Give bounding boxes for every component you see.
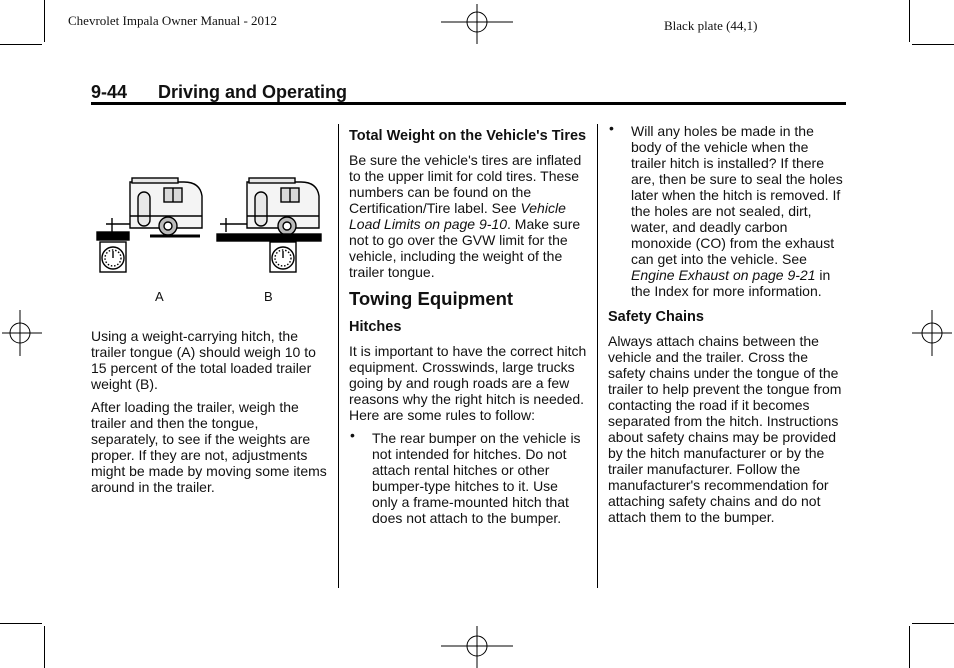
registration-mark-top: [441, 2, 515, 46]
crop-mark: [912, 623, 954, 624]
paragraph: Using a weight-carrying hitch, the trailer tongue (A) should weigh 10 to 15 percent of the total loaded trailer weight (B).: [91, 328, 316, 392]
column-divider: [597, 124, 598, 588]
column-2: [349, 127, 587, 533]
heading-hitches: Hitches: [349, 319, 402, 335]
cross-reference-link[interactable]: Vehicle Load Limits on page 9-10: [349, 200, 566, 232]
trailer-a-illustration: [97, 178, 202, 272]
bullet-icon: •: [609, 120, 614, 136]
paragraph: Always attach chains between the vehicle and the trailer. Cross the safety chains under the tongue of the trailer to help prevent the tongue from contacting the road if it becomes separated from the hitch. Instructions about safety chains may be provided by the hitch manufacturer or by the trailer manufacturer. Follow the manufacturer's recommendation for attaching safety chains and do not attach them to the bumper.: [608, 333, 842, 525]
figure-label-a: A: [155, 289, 164, 304]
bullet-item: • Will any holes be made in the body of the vehicle when the trailer hitch is installed? If there are, then be sure to seal the holes later when the hitch is removed. If the holes are not sealed, dirt, water, and deadly carbon monoxide (CO) from the exhaust can get into the vehicle. See Engine Exhaust on page 9-21 in the Index for more information.: [609, 120, 843, 299]
column-3: [608, 120, 844, 532]
figure-label-b: B: [264, 289, 273, 304]
crop-mark: [0, 623, 42, 624]
crop-mark: [44, 0, 45, 42]
crop-mark: [909, 626, 910, 668]
heading-safety-chains: Safety Chains: [608, 309, 704, 325]
crop-mark: [909, 0, 910, 42]
registration-mark-right: [910, 308, 954, 358]
trailer-weighing-figure: [92, 170, 332, 310]
column-1: [91, 328, 327, 502]
crop-mark: [0, 44, 42, 45]
bullet-item: • The rear bumper on the vehicle is not intended for hitches. Do not attach rental hitches or other bumper-type hitches to it. Use only a frame-mounted hitch that does not attach to the bumper.: [350, 427, 581, 526]
paragraph: It is important to have the correct hitch equipment. Crosswinds, large trucks going by and rough roads are a few reasons why the right hitch is needed. Here are some rules to follow:: [349, 343, 587, 423]
crop-mark: [912, 44, 954, 45]
heading-total-weight: Total Weight on the Vehicle's Tires: [349, 128, 587, 144]
cross-reference-link[interactable]: Engine Exhaust on page 9-21: [631, 267, 816, 283]
manual-title: Chevrolet Impala Owner Manual - 2012: [68, 13, 278, 28]
bullet-icon: •: [350, 427, 355, 443]
heading-towing-equipment: Towing Equipment: [349, 288, 514, 309]
plate-label: Black plate (44,1): [664, 18, 758, 33]
paragraph: Be sure the vehicle's tires are inflated to the upper limit for cold tires. These numbers can be found on the Certification/Tire label. See Vehicle Load Limits on page 9-10. Make sure not to go over the GVW limit for the vehicle, including the weight of the trailer tongue.: [349, 152, 582, 280]
header-rule: [91, 102, 846, 105]
registration-mark-bottom: [441, 624, 515, 668]
trailer-b-illustration: [217, 178, 321, 272]
crop-mark: [44, 626, 45, 668]
column-divider: [338, 124, 339, 588]
paragraph: After loading the trailer, weigh the trailer and then the tongue, separately, to see if the weights are proper. If they are not, adjustments might be made by moving some items around in the trailer.: [91, 399, 327, 495]
section-title: Driving and Operating: [158, 82, 348, 102]
registration-mark-left: [0, 308, 44, 358]
page-number: 9-44: [91, 82, 128, 102]
